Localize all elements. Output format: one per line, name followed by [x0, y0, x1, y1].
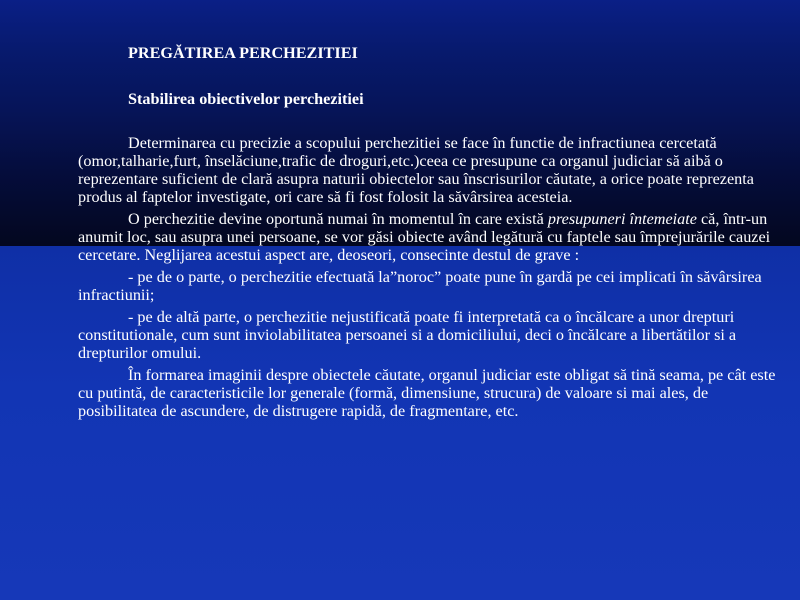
paragraph-oportuna-start: O perchezitie devine oportună numai în momentul în care există [128, 210, 548, 228]
paragraph-pe-de-alta-parte: - pe de altă parte, o perchezitie nejustificată poate fi interpretată ca o încălcare a unor drepturi constitutionale, cum sunt inviolabilitatea persoanei si a domiciliului, deci o încălcare a libertătilor si a drepturilor omului. [78, 308, 737, 362]
slide-subtitle: Stabilirea obiectivelor perchezitiei [128, 90, 364, 108]
paragraph-determinarea: Determinarea cu precizie a scopului perchezitiei se face în functie de infractiunea cercetată (omor,talharie,furt, înselăciune,trafic de droguri,etc.)ceea ce presupune ca organul judiciar să aibă o reprezentare suficient de clară asupra naturii obiectelor sau înscrisurilor căutate, a orice poate reprezenta produs al faptelor investigate, ori care să fi fost folosit la săvârsirea acesteia. [78, 134, 754, 206]
paragraph-pe-de-o-parte: - pe de o parte, o perchezitie efectuată la”noroc” poate pune în gardă pe cei implicati în săvârsirea infractiunii; [78, 268, 762, 304]
paragraph-oportuna-end: că, într-un anumit loc, sau asupra unei persoane, se vor găsi obiecte având legătură cu faptele sau împrejurările cauzei cercetare. Neglijarea acestui aspect are, deoseori, consecinte destul de grave : [78, 210, 771, 264]
paragraph-formarea-imaginii: În formarea imaginii despre obiectele căutate, organul judiciar este obligat să tină seama, pe cât este cu putintă, de caracteristicile lor generale (formă, dimensiune, strucura) de valoare si mai ales, de posibilitatea de ascundere, de distrugere rapidă, de fragmentare, etc. [78, 366, 776, 420]
paragraph-oportuna-emphasis: presupuneri întemeiate [547, 210, 697, 228]
slide-title: PREGĂTIREA PERCHEZITIEI [128, 44, 358, 62]
slide-content [78, 44, 778, 424]
paragraph-oportuna [78, 210, 778, 264]
